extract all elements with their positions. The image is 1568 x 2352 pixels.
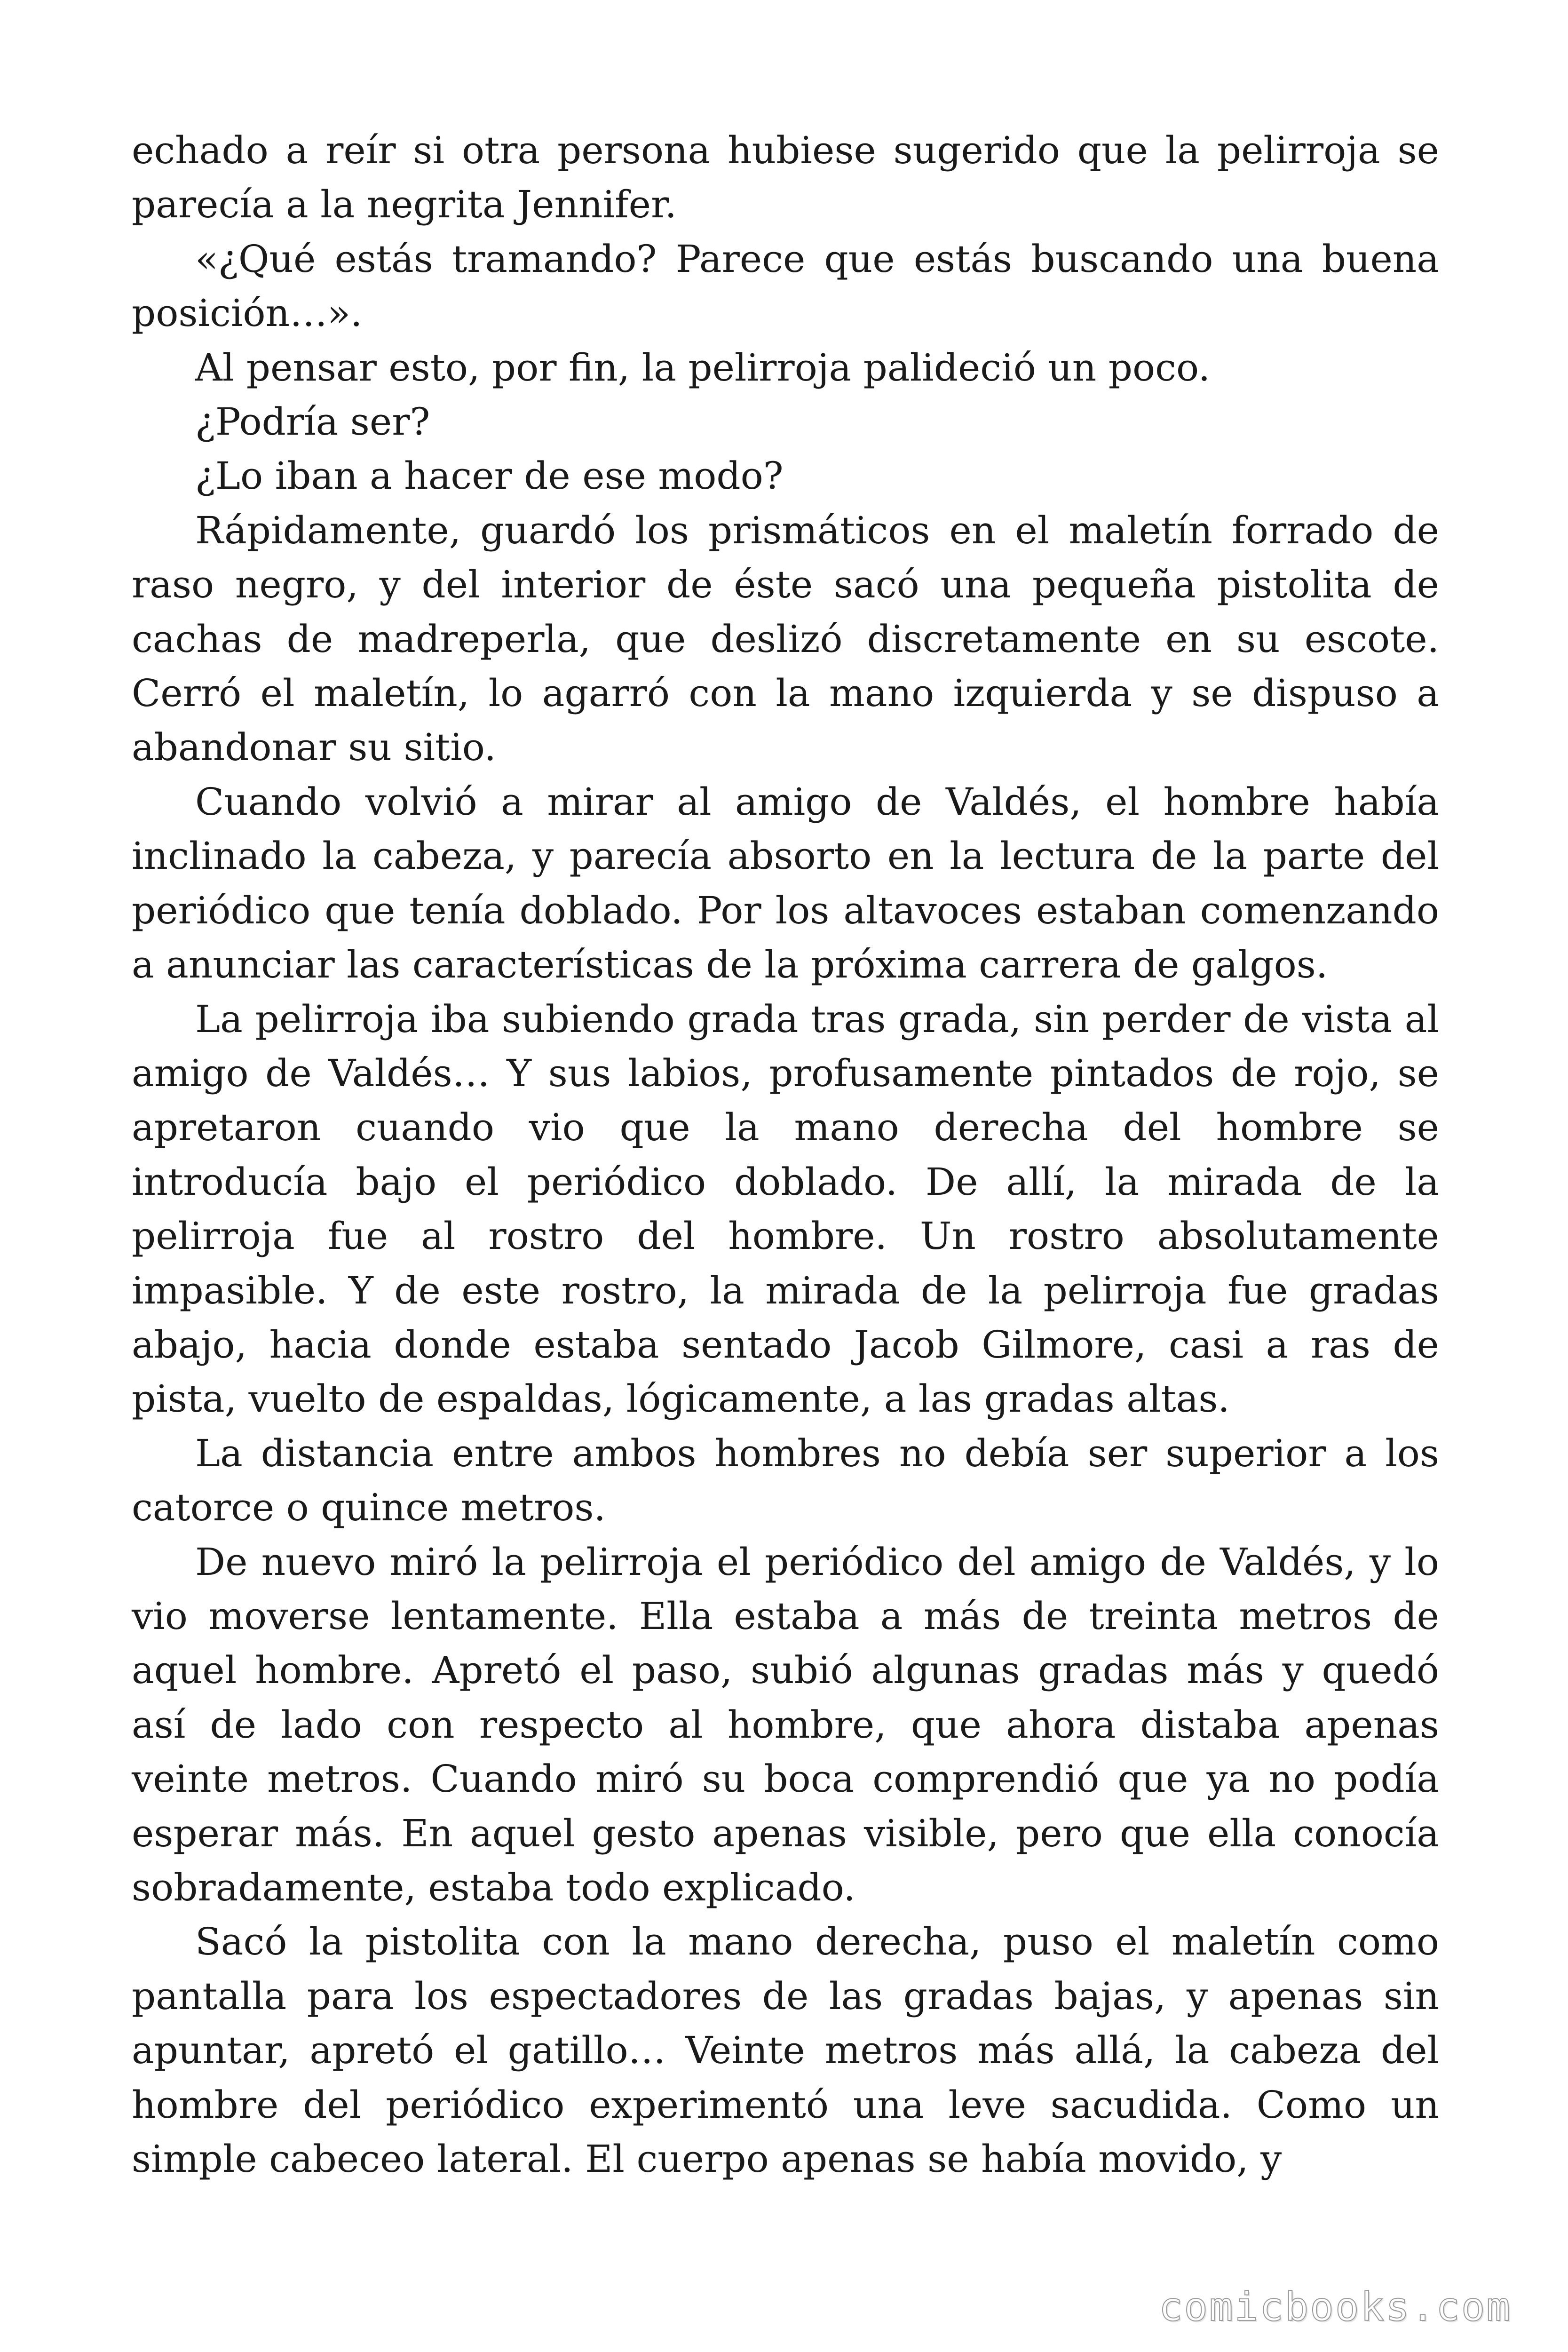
paragraph-4: ¿Podría ser? xyxy=(195,400,430,444)
paragraph-11: Sacó la pistolita con la mano derecha, puso el maletín como pantalla para los espectadores de las gradas bajas, y apenas sin apuntar, apretó el gatillo… Veinte metros más allá, la cabeza del hombre del periódico experimentó una leve sacudida. Como un simple cabeceo lateral. El cuerpo apenas se había movido, y xyxy=(132,1920,1439,2181)
paragraph-1: echado a reír si otra persona hubiese sugerido que la pelirroja se parecía a la negrita Jennifer. xyxy=(132,128,1439,227)
paragraph-8: La pelirroja iba subiendo grada tras grada, sin perder de vista al amigo de Valdés… Y sus labios, profusamente pintados de rojo, se apretaron cuando vio que la mano derecha del hombre se introducía bajo el periódico doblado. De allí, la mirada de la pelirroja fue al rostro del hombre. Un rostro absolutamente impasible. Y de este rostro, la mirada de la pelirroja fue gradas abajo, hacia donde estaba sentado Jacob Gilmore, casi a ras de pista, vuelto de espaldas, lógicamente, a las gradas altas. xyxy=(132,997,1439,1421)
paragraph-6: Rápidamente, guardó los prismáticos en el maletín forrado de raso negro, y del interior de éste sacó una pequeña pistolita de cachas de madreperla, que deslizó discretamente en su escote. Cerró el maletín, lo agarró con la mano izquierda y se dispuso a abandonar su sitio. xyxy=(132,508,1439,770)
paragraph-3: Al pensar esto, por fin, la pelirroja palideció un poco. xyxy=(195,345,1211,389)
page-body-text xyxy=(132,123,1439,2186)
paragraph-5: ¿Lo iban a hacer de ese modo? xyxy=(195,454,784,498)
paragraph-2: «¿Qué estás tramando? Parece que estás buscando una buena posición…». xyxy=(132,237,1439,335)
paragraph-9: La distancia entre ambos hombres no debía ser superior a los catorce o quince metros. xyxy=(132,1431,1439,1530)
watermark: comicbooks.com xyxy=(1158,2284,1512,2330)
paragraph-10: De nuevo miró la pelirroja el periódico del amigo de Valdés, y lo vio moverse lentamente. Ella estaba a más de treinta metros de aquel hombre. Apretó el paso, subió algunas gradas más y quedó así de lado con respecto al hombre, que ahora distaba apenas veinte metros. Cuando miró su boca comprendió que ya no podía esperar más. En aquel gesto apenas visible, pero que ella conocía sobradamente, estaba todo explicado. xyxy=(132,1540,1439,1909)
paragraph-7: Cuando volvió a mirar al amigo de Valdés, el hombre había inclinado la cabeza, y parecía absorto en la lectura de la parte del periódico que tenía doblado. Por los altavoces estaban comenzando a anunciar las características de la próxima carrera de galgos. xyxy=(132,779,1439,987)
